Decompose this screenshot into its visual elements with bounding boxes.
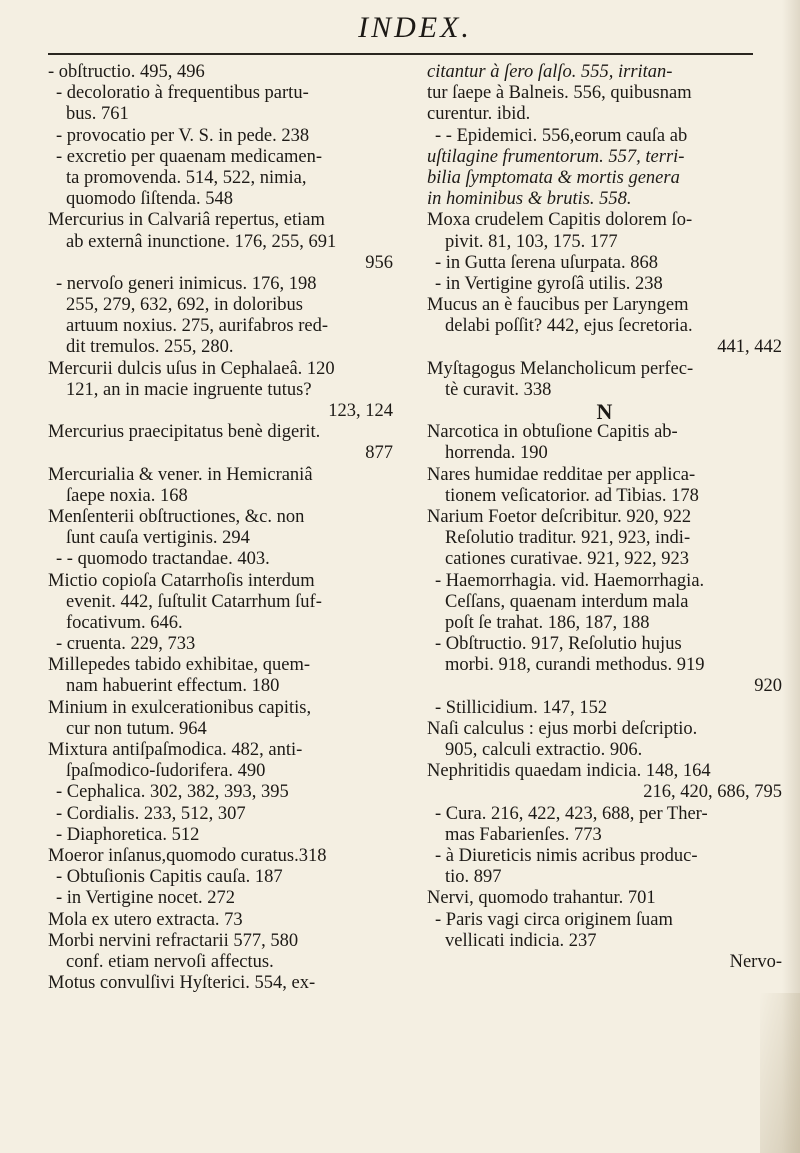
index-line: ſunt cauſa vertiginis. 294 <box>66 528 250 549</box>
index-line: Mercurialia & vener. in Hemicraniâ <box>48 464 313 485</box>
index-line: Mercurius in Calvariâ repertus, etiam <box>48 210 325 231</box>
page-corner-shadow <box>760 993 800 1153</box>
index-line: - cruenta. 229, 733 <box>56 634 196 655</box>
index-line: Mixtura antiſpaſmodica. 482, anti- <box>48 740 303 760</box>
index-line: - in Vertigine gyroſâ utilis. 238 <box>435 273 663 294</box>
index-line: Nervi, quomodo trahantur. 701 <box>427 888 656 909</box>
index-line: evenit. 442, ſuſtulit Catarrhum ſuf- <box>66 591 322 612</box>
index-line: Moeror inſanus,quomodo curatus.318 <box>48 845 327 866</box>
index-line: 920 <box>754 676 782 697</box>
index-line: - Stillicidium. 147, 152 <box>435 697 608 718</box>
header-rule <box>48 53 753 55</box>
index-line: - Obſtructio. 917, Reſolutio hujus <box>435 634 682 655</box>
index-line: pivit. 81, 103, 175. 177 <box>445 231 618 252</box>
index-line: artuum noxius. 275, aurifabros red- <box>66 316 329 337</box>
index-line: 123, 124 <box>328 401 393 421</box>
index-line: in hominibus & brutis. 558. <box>427 189 632 210</box>
index-line: Moxa crudelem Capitis dolorem ſo- <box>427 210 693 231</box>
index-line: Mercurii dulcis uſus in Cephalaeâ. 120 <box>48 358 335 379</box>
index-line: Motus convulſivi Hyſterici. 554, ex- <box>48 973 316 994</box>
index-line: Mictio copioſa Catarrhoſis interdum <box>48 570 315 591</box>
index-line: - Obtuſionis Capitis cauſa. 187 <box>56 867 283 888</box>
index-line: Menſenterii obſtructiones, &c. non <box>48 506 305 527</box>
index-line: tè curavit. 338 <box>445 379 552 400</box>
index-line: - Cura. 216, 422, 423, 688, per Ther- <box>435 803 708 824</box>
index-line: nam habuerint effectum. 180 <box>66 676 280 697</box>
index-line: 956 <box>365 252 393 273</box>
index-line: - decoloratio à frequentibus partu- <box>56 83 309 104</box>
index-line: cationes curativae. 921, 922, 923 <box>445 549 690 570</box>
index-line: Nervo- <box>729 951 782 972</box>
index-line: ab externâ inunctione. 176, 255, 691 <box>66 231 337 252</box>
index-line: - in Vertigine nocet. 272 <box>56 888 235 909</box>
index-line: bilia ſymptomata & mortis genera <box>427 167 680 188</box>
index-line: Naſi calculus : ejus morbi deſcriptio. <box>427 718 698 739</box>
index-line: - à Diureticis nimis acribus produc- <box>435 845 698 866</box>
index-line: ſpaſmodico-ſudorifera. 490 <box>66 761 266 782</box>
index-line: 905, calculi extractio. 906. <box>445 740 643 760</box>
index-line: - - quomodo tractandae. 403. <box>56 549 270 570</box>
index-column-left <box>48 62 393 994</box>
index-line: ſaepe noxia. 168 <box>66 485 188 506</box>
index-line: 441, 442 <box>717 337 782 358</box>
index-line: morbi. 918, curandi methodus. 919 <box>445 655 705 676</box>
index-line: Mola ex utero extracta. 73 <box>48 909 243 930</box>
index-line: citantur à ſero ſalſo. 555, irritan- <box>427 62 673 82</box>
index-line: mas Fabarienſes. 773 <box>445 824 602 845</box>
index-line: - Cordialis. 233, 512, 307 <box>56 803 246 824</box>
index-line: Morbi nervini refractarii 577, 580 <box>48 930 299 951</box>
index-line: curentur. ibid. <box>427 104 531 125</box>
index-line: Mercurius praecipitatus benè digerit. <box>48 422 321 443</box>
index-line: vellicati indicia. 237 <box>445 930 597 951</box>
index-line: conf. etiam nervoſi affectus. <box>66 951 274 972</box>
index-line: horrenda. 190 <box>445 443 548 464</box>
index-line: Reſolutio traditur. 921, 923, indi- <box>445 528 691 549</box>
index-line: Narium Foetor deſcribitur. 920, 922 <box>427 506 692 527</box>
index-line: - provocatio per V. S. in pede. 238 <box>56 125 310 146</box>
index-line: cur non tutum. 964 <box>66 718 207 739</box>
index-line: - Cephalica. 302, 382, 393, 395 <box>56 782 289 803</box>
index-line: tionem veſicatorior. ad Tibias. 178 <box>445 485 699 506</box>
section-letter: N <box>596 399 613 424</box>
index-line: Minium in exulcerationibus capitis, <box>48 697 312 718</box>
page-edge-shadow <box>782 0 800 1153</box>
index-line: 121, an in macie ingruente tutus? <box>66 379 312 400</box>
page-title: INDEX. <box>358 11 472 44</box>
index-line: - Paris vagi circa originem ſuam <box>435 909 673 930</box>
index-line: Nephritidis quaedam indicia. 148, 164 <box>427 761 711 782</box>
index-line: delabi poſſit? 442, ejus ſecretoria. <box>445 316 693 337</box>
index-line: - Diaphoretica. 512 <box>56 824 200 845</box>
index-line: quomodo ſiſtenda. 548 <box>66 189 233 210</box>
index-line: - nervoſo generi inimicus. 176, 198 <box>56 273 317 294</box>
index-line: Nares humidae redditae per applica- <box>427 464 696 485</box>
index-line: - excretio per quaenam medicamen- <box>56 146 323 167</box>
index-line: focativum. 646. <box>66 612 183 633</box>
index-line: - Haemorrhagia. vid. Haemorrhagia. <box>435 570 705 591</box>
index-line: Mucus an è faucibus per Laryngem <box>427 295 689 316</box>
index-line: dit tremulos. 255, 280. <box>66 337 234 358</box>
index-line: - - Epidemici. 556,eorum cauſa ab <box>435 125 688 146</box>
index-line: poſt ſe trahat. 186, 187, 188 <box>445 612 650 633</box>
index-line: tio. 897 <box>445 867 502 888</box>
index-line: Narcotica in obtuſione Capitis ab- <box>427 422 678 443</box>
index-line: - in Gutta ſerena uſurpata. 868 <box>435 252 658 273</box>
index-line: Myſtagogus Melancholicum perfec- <box>427 358 694 379</box>
index-line: uſtilagine frumentorum. 557, terri- <box>427 146 685 167</box>
index-line: 216, 420, 686, 795 <box>643 782 782 803</box>
index-line: bus. 761 <box>66 104 129 125</box>
index-line: ta promovenda. 514, 522, nimia, <box>66 167 307 188</box>
index-line: Ceſſans, quaenam interdum mala <box>445 591 689 612</box>
index-line: tur ſaepe à Balneis. 556, quibusnam <box>427 83 692 104</box>
page-header <box>0 8 800 56</box>
index-line: 255, 279, 632, 692, in doloribus <box>66 295 303 316</box>
index-column-right <box>427 62 782 973</box>
index-line: Millepedes tabido exhibitae, quem- <box>48 655 311 676</box>
index-line: - obſtructio. 495, 496 <box>48 62 205 82</box>
index-line: 877 <box>365 443 393 464</box>
